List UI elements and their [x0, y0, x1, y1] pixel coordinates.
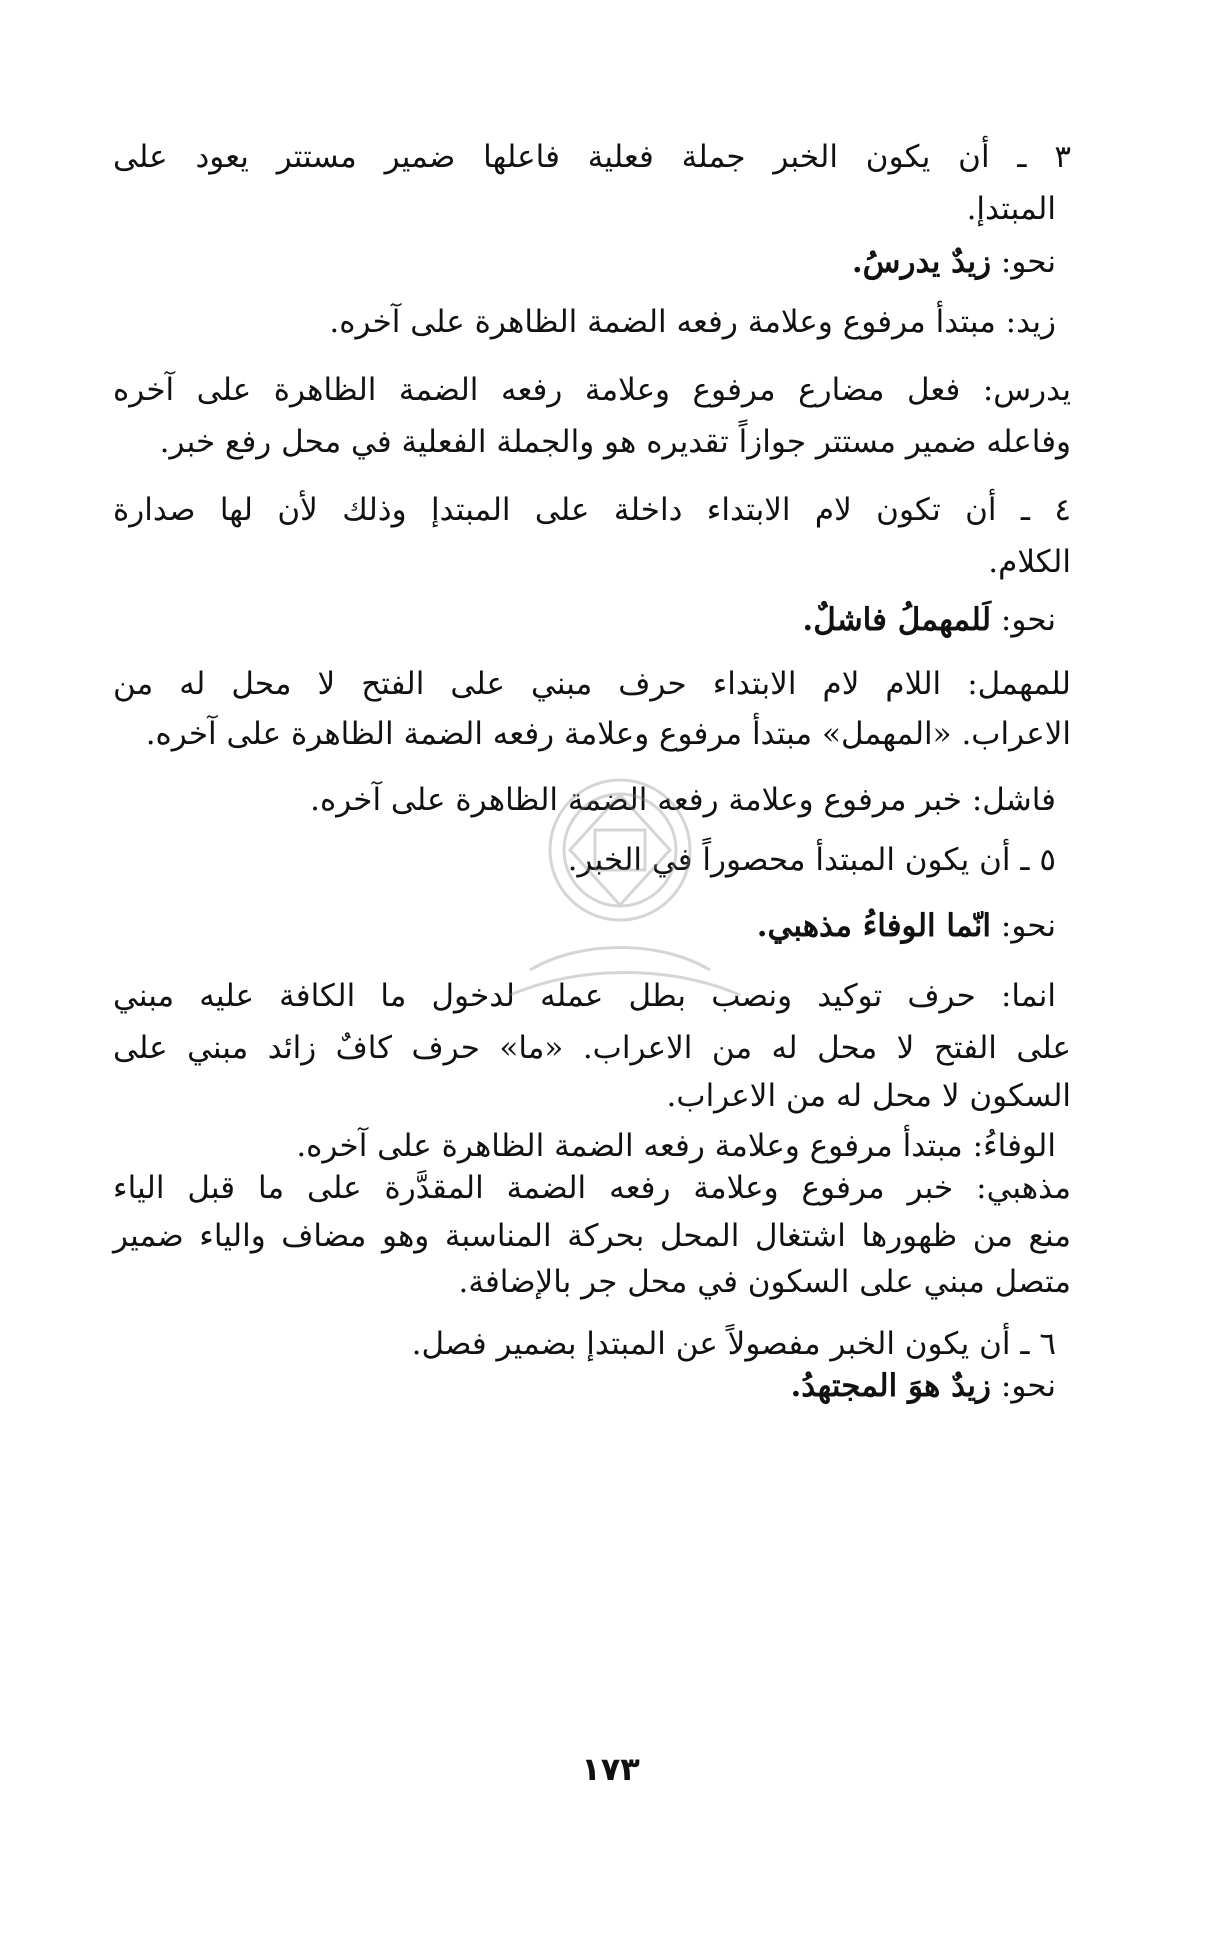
example-line-2	[98, 598, 1056, 642]
line-16: على الفتح لا محل له من الاعراب. «ما» حرف كافٌ زائد مبني على	[113, 1030, 1071, 1066]
line-7: ٤ ـ أن تكون لام الابتداء داخلة على المبتدإ وذلك لأن لها صدارة	[113, 492, 1071, 528]
line-6: وفاعله ضمير مستتر جوازاً تقديره هو والجملة الفعلية في محل رفع خبر.	[159, 424, 1071, 460]
example-label: نحو:	[991, 602, 1056, 638]
example-text: زيدٌ هوَ المجتهدُ.	[790, 1368, 992, 1404]
line-12: فاشل: خبر مرفوع وعلامة رفعه الضمة الظاهرة على آخره.	[310, 782, 1056, 818]
example-line-1	[98, 240, 1056, 284]
line-13: ٥ ـ أن يكون المبتدأ محصوراً في الخبر.	[567, 842, 1056, 878]
example-label: نحو:	[991, 244, 1056, 280]
line-8: الكلام.	[988, 544, 1071, 580]
example-text: لَلمهملُ فاشلٌ.	[802, 602, 992, 638]
line-5: يدرس: فعل مضارع مرفوع وعلامة رفعه الضمة الظاهرة على آخره	[113, 372, 1071, 408]
line-15: انما: حرف توكيد ونصب بطل عمله لدخول ما الكافة عليه مبني	[113, 978, 1056, 1014]
example-label: نحو:	[991, 908, 1056, 944]
line-4: زيد: مبتدأ مرفوع وعلامة رفعه الضمة الظاهرة على آخره.	[329, 304, 1056, 340]
line-17: السكون لا محل له من الاعراب.	[666, 1078, 1071, 1114]
line-21: متصل مبني على السكون في محل جر بالإضافة.	[458, 1264, 1071, 1300]
page-number: ١٧٣	[581, 1750, 640, 1788]
example-line-4	[98, 1364, 1056, 1408]
line-10: للمهمل: اللام لام الابتداء حرف مبني على الفتح لا محل له من	[113, 666, 1071, 702]
line-1: ٣ ـ أن يكون الخبر جملة فعلية فاعلها ضمير مستتر يعود على	[113, 139, 1071, 175]
example-text: زيدٌ يدرسُ.	[851, 244, 992, 280]
line-18: الوفاءُ: مبتدأ مرفوع وعلامة رفعه الضمة الظاهرة على آخره.	[296, 1128, 1056, 1164]
line-11: الاعراب. «المهمل» مبتدأ مرفوع وعلامة رفعه الضمة الظاهرة على آخره.	[145, 716, 1071, 752]
example-label: نحو:	[991, 1368, 1056, 1404]
line-2: المبتدإ.	[966, 191, 1056, 227]
example-text: انّما الوفاءُ مذهبي.	[756, 908, 992, 944]
line-22: ٦ ـ أن يكون الخبر مفصولاً عن المبتدإ بضمير فصل.	[411, 1326, 1056, 1362]
line-20: منع من ظهورها اشتغال المحل بحركة المناسبة وهو مضاف والياء ضمير	[113, 1218, 1071, 1254]
seal-watermark-icon	[470, 740, 770, 1060]
line-19: مذهبي: خبر مرفوع وعلامة رفعه الضمة المقدَّرة على ما قبل الياء	[113, 1170, 1071, 1206]
